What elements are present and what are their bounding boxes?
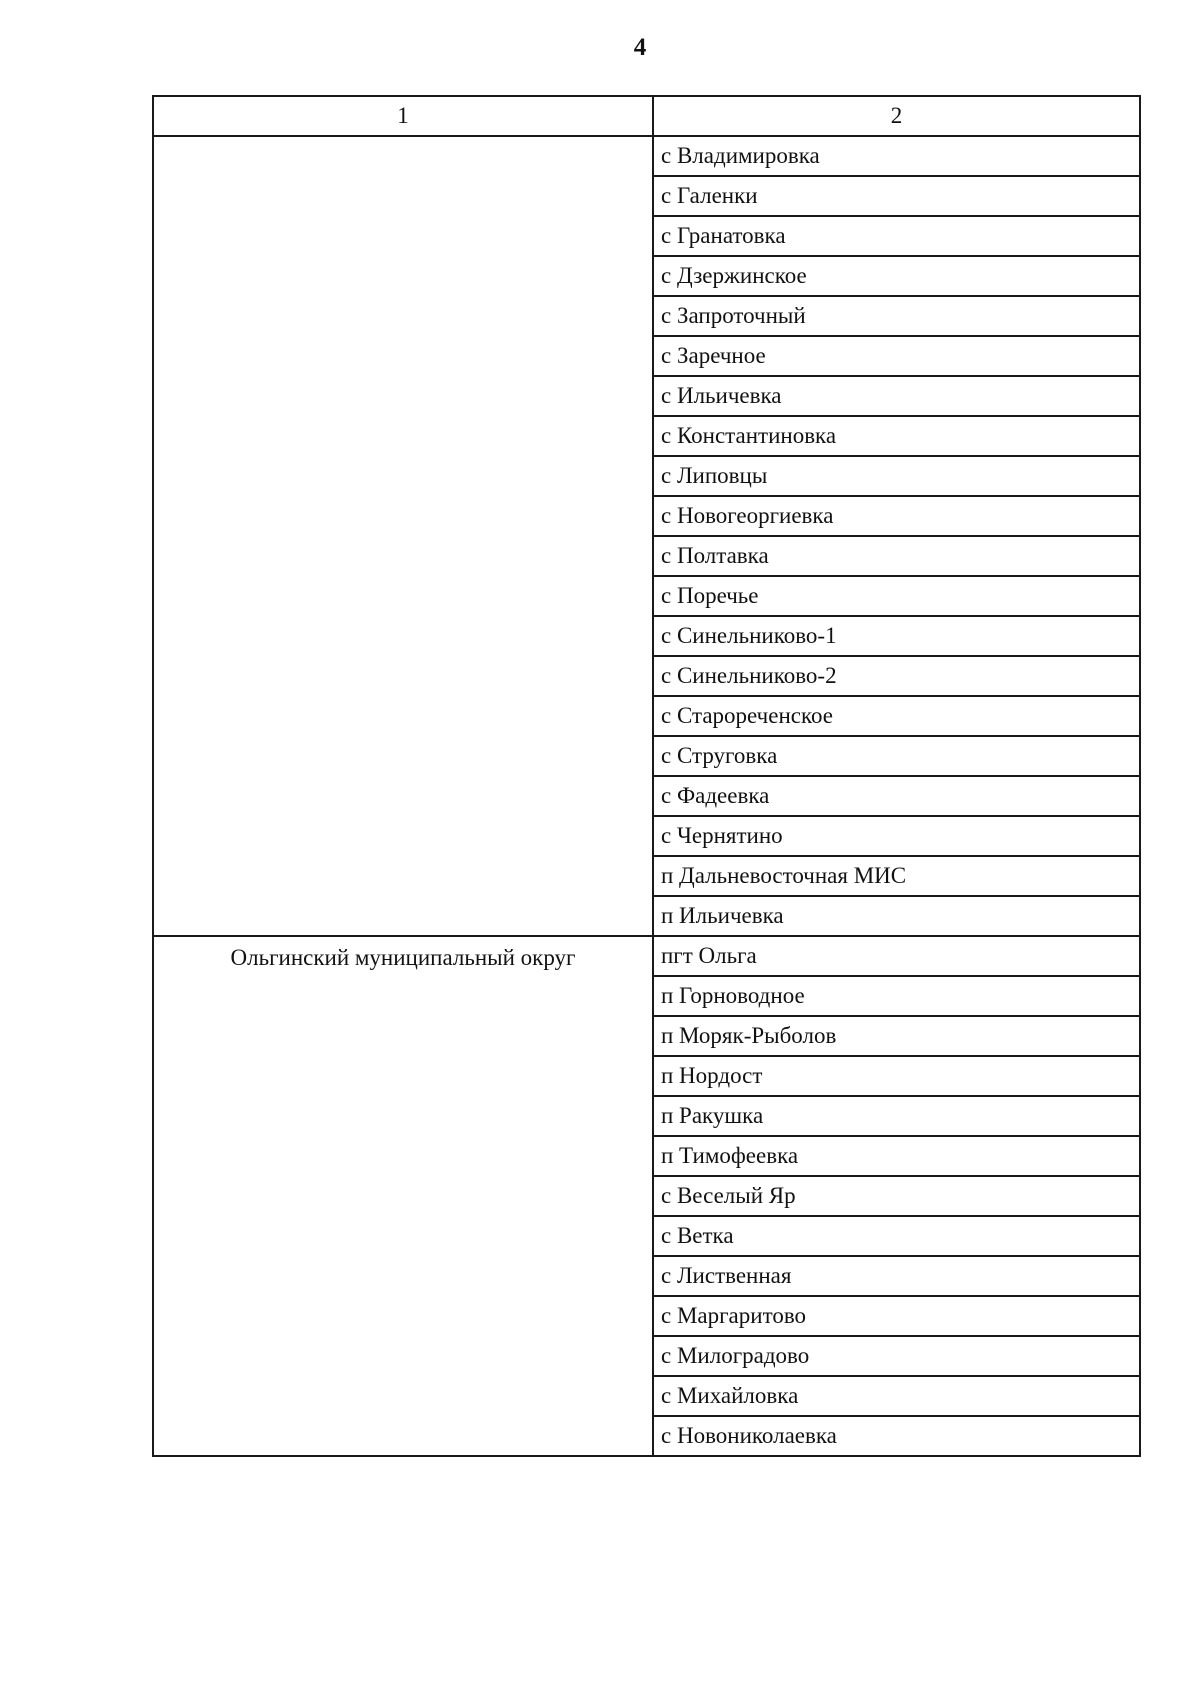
settlement-cell: с Синельниково-1	[653, 616, 1140, 656]
district-cell	[153, 136, 653, 936]
settlement-cell: с Новониколаевка	[653, 1416, 1140, 1456]
settlement-cell: пгт Ольга	[653, 936, 1140, 976]
settlement-cell: с Ильичевка	[653, 376, 1140, 416]
district-name: Ольгинский муниципальный округ	[230, 945, 576, 970]
settlement-cell: с Фадеевка	[653, 776, 1140, 816]
settlement-cell: с Лиственная	[653, 1256, 1140, 1296]
settlement-cell: с Чернятино	[653, 816, 1140, 856]
settlement-cell: с Гранатовка	[653, 216, 1140, 256]
settlement-cell: с Владимировка	[653, 136, 1140, 176]
settlement-cell: п Ильичевка	[653, 896, 1140, 936]
settlement-cell: с Веселый Яр	[653, 1176, 1140, 1216]
district-name	[154, 137, 652, 139]
page-number: 4	[633, 34, 647, 61]
settlement-cell: с Полтавка	[653, 536, 1140, 576]
settlement-cell: с Константиновка	[653, 416, 1140, 456]
table-row	[153, 136, 1140, 176]
settlement-cell: с Галенки	[653, 176, 1140, 216]
settlement-cell: с Милоградово	[653, 1336, 1140, 1376]
settlement-cell: с Поречье	[653, 576, 1140, 616]
settlement-cell: с Синельниково-2	[653, 656, 1140, 696]
settlement-cell: с Липовцы	[653, 456, 1140, 496]
table-header-row	[153, 96, 1140, 136]
settlement-cell: п Тимофеевка	[653, 1136, 1140, 1176]
settlement-cell: п Нордост	[653, 1056, 1140, 1096]
district-cell	[153, 936, 653, 1456]
table-row	[153, 936, 1140, 976]
settlement-cell: с Струговка	[653, 736, 1140, 776]
settlement-cell: п Горноводное	[653, 976, 1140, 1016]
settlement-cell: с Запроточный	[653, 296, 1140, 336]
settlement-cell: с Дзержинское	[653, 256, 1140, 296]
table-body	[153, 96, 1140, 1456]
settlement-cell: с Заречное	[653, 336, 1140, 376]
settlements-table	[152, 95, 1141, 1457]
settlement-cell: с Михайловка	[653, 1376, 1140, 1416]
settlement-cell: с Старореченское	[653, 696, 1140, 736]
settlement-cell: п Дальневосточная МИС	[653, 856, 1140, 896]
settlement-cell: п Ракушка	[653, 1096, 1140, 1136]
column-header-1: 1	[153, 96, 653, 136]
settlement-cell: с Новогеоргиевка	[653, 496, 1140, 536]
settlement-cell: п Моряк-Рыболов	[653, 1016, 1140, 1056]
settlement-cell: с Ветка	[653, 1216, 1140, 1256]
settlement-cell: с Маргаритово	[653, 1296, 1140, 1336]
column-header-2: 2	[653, 96, 1140, 136]
